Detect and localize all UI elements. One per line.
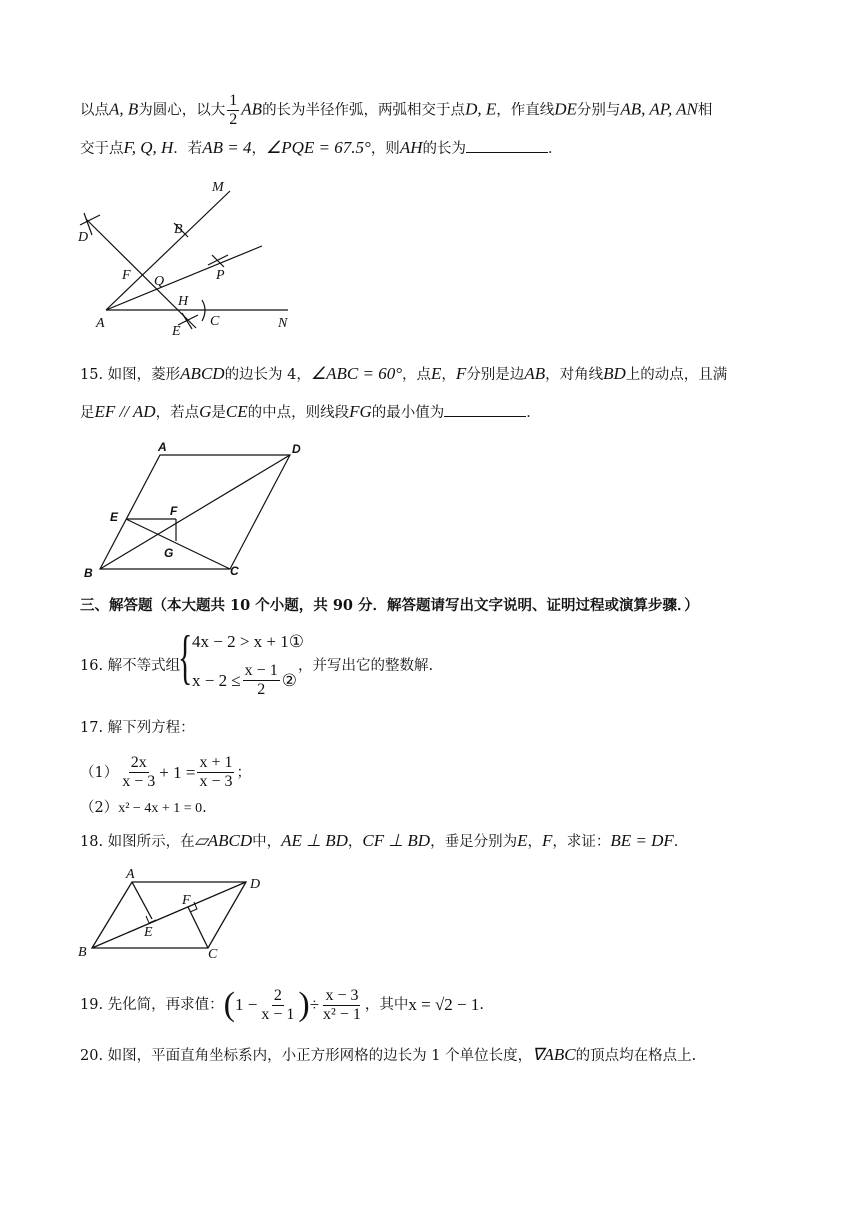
label-M: M xyxy=(212,180,224,195)
p15-line1: 15. 如图，菱形ABCD的边长为 4，∠ABC = 60°，点E，F分别是边AB，对角线BD上的动点，且满 xyxy=(80,364,728,383)
system-brace: { xyxy=(178,624,193,690)
label-A: A xyxy=(158,440,167,454)
p19-text: 19. 先化简，再求值： ( 1 − $\frac{2}{x - 1}$ ) ÷ $\frac{x - 3}{\text{x² − 1}}$ ，其中 x = √2 − 1 . xyxy=(80,986,484,1023)
label-C: C xyxy=(210,314,220,329)
label-H: H xyxy=(178,294,189,309)
segment-CF xyxy=(188,907,208,948)
p17-eq1: （1） $\frac{2x}{x - 3}$ + 1 = $\frac{x + 1}{x - 3}$ ； xyxy=(80,754,251,790)
label-B: B xyxy=(78,945,87,960)
figure-18 xyxy=(74,862,274,962)
label-B: B xyxy=(84,566,93,580)
label-N: N xyxy=(278,316,288,331)
paren-open: ( xyxy=(223,986,235,1023)
p17-eq2: （2）x² − 4x + 1 = 0. xyxy=(80,800,207,816)
arc-mark-E2 xyxy=(182,313,192,329)
answer-blank xyxy=(466,138,548,153)
label-C: C xyxy=(230,564,239,578)
ineq-1: 4x − 2 > x + 1① xyxy=(192,632,305,651)
label-F: F xyxy=(170,504,178,518)
label-F: F xyxy=(122,268,131,283)
label-Q: Q xyxy=(154,274,165,289)
p17-title: 17. 解下列方程： xyxy=(80,720,195,736)
label-B: B xyxy=(174,222,183,237)
fraction-half: $\frac{1}{2}$ xyxy=(229,92,238,128)
section-3-heading: 三、解答题（本大题共 10 个小题，共 90 分．解答题请写出文字说明、证明过程或演算步骤．） xyxy=(80,597,699,614)
label-C: C xyxy=(208,947,218,962)
p14-line2: 交于点F, Q, H．若AB = 4，∠PQE = 67.5°，则AH的长为 ． xyxy=(80,138,563,157)
paren-close: ) xyxy=(298,986,310,1023)
p16-label: 16. 解不等式组 xyxy=(80,658,181,674)
label-D: D xyxy=(292,442,301,456)
label-E: E xyxy=(172,324,181,339)
label-A: A xyxy=(126,867,135,882)
figure-15 xyxy=(76,435,316,585)
label-G: G xyxy=(164,546,174,560)
label-A: A xyxy=(96,316,105,331)
segment-AE xyxy=(132,882,152,919)
p15-line2: 足EF // AD，若点G是CE的中点，则线段FG的最小值为 ． xyxy=(80,402,541,421)
p14-line1: 以点A, B为圆心，以大 $\frac{1}{2}$ AB的长为半径作弧，两弧相交于点D, E，作直线DE分别与AB, AP, AN相 xyxy=(80,92,713,128)
figure-14 xyxy=(70,175,310,345)
p18-text: 18. 如图所示，在▱ABCD中，AE ⊥ BD，CF ⊥ BD，垂足分别为E，F，求证：BE = DF. xyxy=(80,831,679,850)
diagonal-BD xyxy=(92,882,246,948)
label-P: P xyxy=(216,268,225,283)
ineq-2: x − 2 ≤ $\frac{x - 1}{2}$ ② xyxy=(192,662,297,698)
label-F: F xyxy=(182,893,191,908)
p16-tail: ，并写出它的整数解. xyxy=(298,658,434,674)
label-D: D xyxy=(250,877,261,892)
ray-AM xyxy=(106,191,230,310)
label-E: E xyxy=(110,510,119,524)
label-E: E xyxy=(144,925,153,940)
p20-text: 20. 如图，平面直角坐标系内，小正方形网格的边长为 1 个单位长度，∇ABC的顶点均在格点上. xyxy=(80,1045,697,1064)
answer-blank xyxy=(444,402,526,417)
label-D: D xyxy=(78,230,89,245)
